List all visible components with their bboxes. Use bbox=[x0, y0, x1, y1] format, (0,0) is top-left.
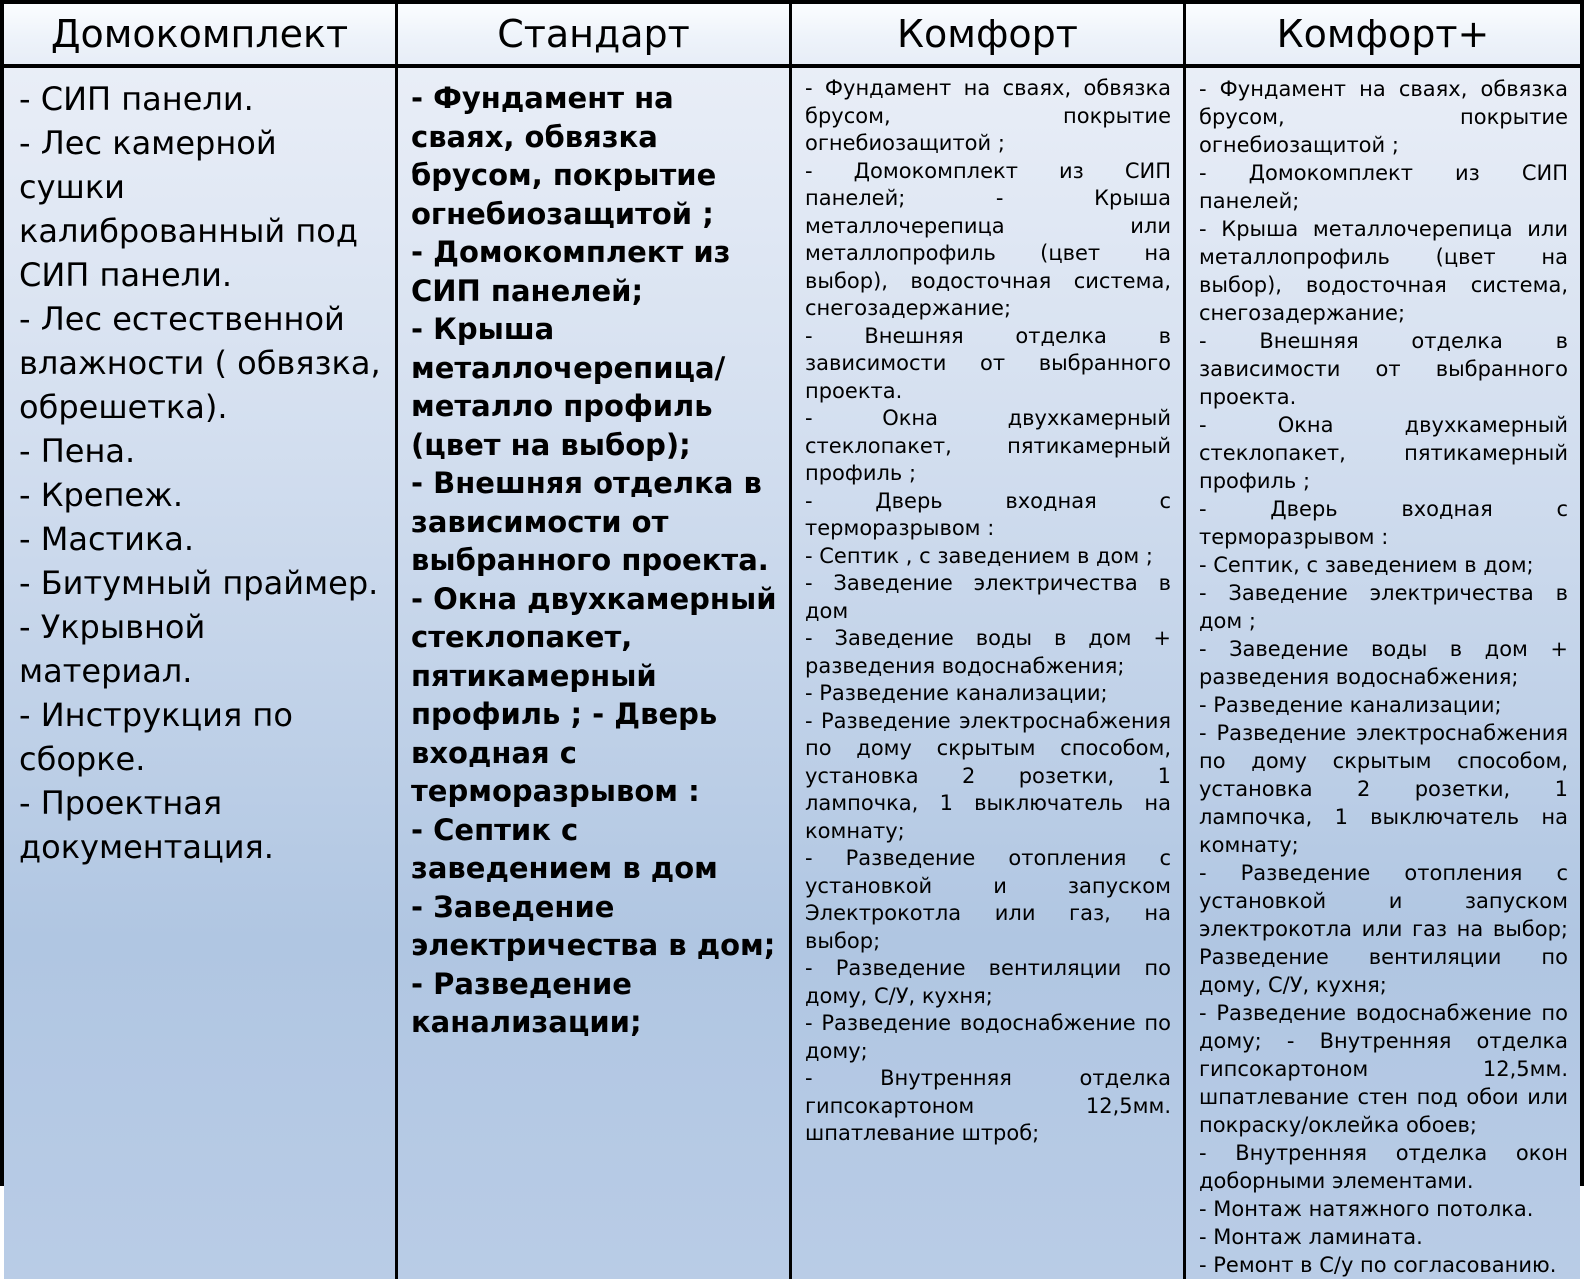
feature-item: - Заведение воды в дом + разведения водоснабжения; bbox=[805, 626, 1171, 678]
feature-item: - Крыша металлочерепица или металлопрофиль (цвет на выбор), водосточная система, снегозадержание; bbox=[1199, 217, 1568, 325]
feature-item: - Фундамент на сваях, обвязка брусом, покрытие огнебиозащитой ; bbox=[805, 76, 1171, 155]
feature-item: - Ремонт в С/у по согласованию. bbox=[1199, 1253, 1557, 1277]
column-body-domokomplekt bbox=[4, 68, 398, 1279]
column-header-standart bbox=[398, 4, 792, 68]
feature-item: - Крыша металлочерепица/металло профиль (цвет на выбор); bbox=[411, 312, 726, 462]
feature-item: - Крепеж. bbox=[19, 476, 184, 514]
column-body-standart bbox=[398, 68, 792, 1279]
feature-item: - Дверь входная с терморазрывом : bbox=[1199, 497, 1568, 549]
feature-item: - Разведение канализации; bbox=[805, 681, 1108, 705]
feature-item: - Домокомплект из СИП панелей; - Крыша металлочерепица или металлопрофиль (цвет на выбор), водосточная система, снегозадержание; bbox=[805, 158, 1171, 320]
feature-item: - Разведение электроснабжения по дому скрытым способом, установка 2 розетки, 1 лампочка, 1 выключатель на комнату; bbox=[805, 708, 1171, 843]
feature-item: - Заведение электричества в дом; bbox=[411, 889, 776, 962]
feature-item: - Внешняя отделка в зависимости от выбранного проекта. bbox=[411, 466, 769, 577]
column-title: Комфорт bbox=[897, 12, 1078, 56]
feature-item: - Септик , с заведением в дом ; bbox=[805, 543, 1153, 568]
feature-item: - Внешняя отделка в зависимости от выбранного проекта. bbox=[1199, 329, 1568, 409]
feature-item: - Внутренняя отделка гипсокартоном 12,5мм. шпатлевание штроб; bbox=[805, 1066, 1171, 1145]
feature-item: - Разведение отопления с установкой и запуском Электрокотла или газ, на выбор; bbox=[805, 846, 1171, 953]
column-header-komfort bbox=[792, 4, 1186, 68]
column-title: Стандарт bbox=[497, 12, 690, 56]
feature-item: - Мастика. bbox=[19, 520, 195, 558]
feature-item: - Септик, с заведением в дом; bbox=[1199, 553, 1534, 577]
feature-item: - Укрывной материал. bbox=[19, 608, 206, 690]
feature-item: - Окна двухкамерный стеклопакет, пятикамерный профиль ; bbox=[1199, 413, 1568, 493]
column-title: Комфорт+ bbox=[1276, 12, 1490, 56]
feature-item: - Лес естественной влажности ( обвязка, обрешетка). bbox=[19, 300, 381, 426]
feature-item: - Разведение канализации; bbox=[411, 966, 642, 1039]
feature-item: - Окна двухкамерный стеклопакет, пятикамерный профиль ; - Дверь входная с терморазрывом : bbox=[411, 581, 777, 808]
feature-item: - Проектная документация. bbox=[19, 784, 274, 866]
feature-item: - Монтаж ламината. bbox=[1199, 1225, 1423, 1249]
feature-item: - Разведение отопления с установкой и запуском электрокотла или газ на выбор; Разведение вентиляции по дому, С/У, кухня; bbox=[1199, 861, 1568, 997]
feature-item: - Окна двухкамерный стеклопакет, пятикамерный профиль ; bbox=[805, 406, 1171, 485]
feature-item: - Внутренняя отделка окон доборными элементами. bbox=[1199, 1141, 1568, 1193]
feature-item: - Пена. bbox=[19, 432, 136, 470]
feature-item: - Разведение канализации; bbox=[1199, 693, 1502, 717]
feature-item: - Битумный праймер. bbox=[19, 564, 379, 602]
feature-item: - Разведение водоснабжение по дому; bbox=[805, 1011, 1171, 1063]
column-header-komfort-plus bbox=[1186, 4, 1580, 68]
feature-item: - Фундамент на сваях, обвязка брусом, покрытие огнебиозащитой ; bbox=[1199, 77, 1568, 157]
column-title: Домокомплект bbox=[50, 12, 349, 56]
feature-item: - Разведение водоснабжение по дому; - Внутренняя отделка гипсокартоном 12,5мм. шпатлевание стен под обои или покраску/оклейка обоев; bbox=[1199, 1001, 1568, 1137]
feature-item: - СИП панели. bbox=[19, 80, 254, 118]
column-header-domokomplekt bbox=[4, 4, 398, 68]
feature-item: - Фундамент на сваях, обвязка брусом, покрытие огнебиозащитой ; bbox=[411, 81, 717, 231]
feature-item: - Заведение электричества в дом ; bbox=[1199, 581, 1568, 633]
feature-item: - Домокомплект из СИП панелей; bbox=[1199, 161, 1568, 213]
feature-item: - Дверь входная с терморазрывом : bbox=[805, 488, 1171, 540]
column-body-komfort-plus bbox=[1186, 68, 1580, 1279]
feature-item: - Заведение электричества в дом bbox=[805, 571, 1171, 623]
column-body-komfort bbox=[792, 68, 1186, 1279]
feature-item: - Домокомплект из СИП панелей; bbox=[411, 235, 731, 308]
feature-item: - Инструкция по сборке. bbox=[19, 696, 293, 778]
feature-item: - Лес камерной сушки калиброванный под СИП панели. bbox=[19, 124, 358, 294]
feature-item: - Септик с заведением в дом bbox=[411, 812, 718, 885]
feature-item: - Разведение вентиляции по дому, С/У, кухня; bbox=[805, 956, 1171, 1008]
feature-item: - Заведение воды в дом + разведения водоснабжения; bbox=[1199, 637, 1568, 689]
feature-item: - Внешняя отделка в зависимости от выбранного проекта. bbox=[805, 323, 1171, 403]
feature-item: - Разведение электроснабжения по дому скрытым способом, установка 2 розетки, 1 лампочка, 1 выключатель на комнату; bbox=[1199, 721, 1568, 857]
feature-item: - Монтаж натяжного потолка. bbox=[1199, 1197, 1534, 1221]
